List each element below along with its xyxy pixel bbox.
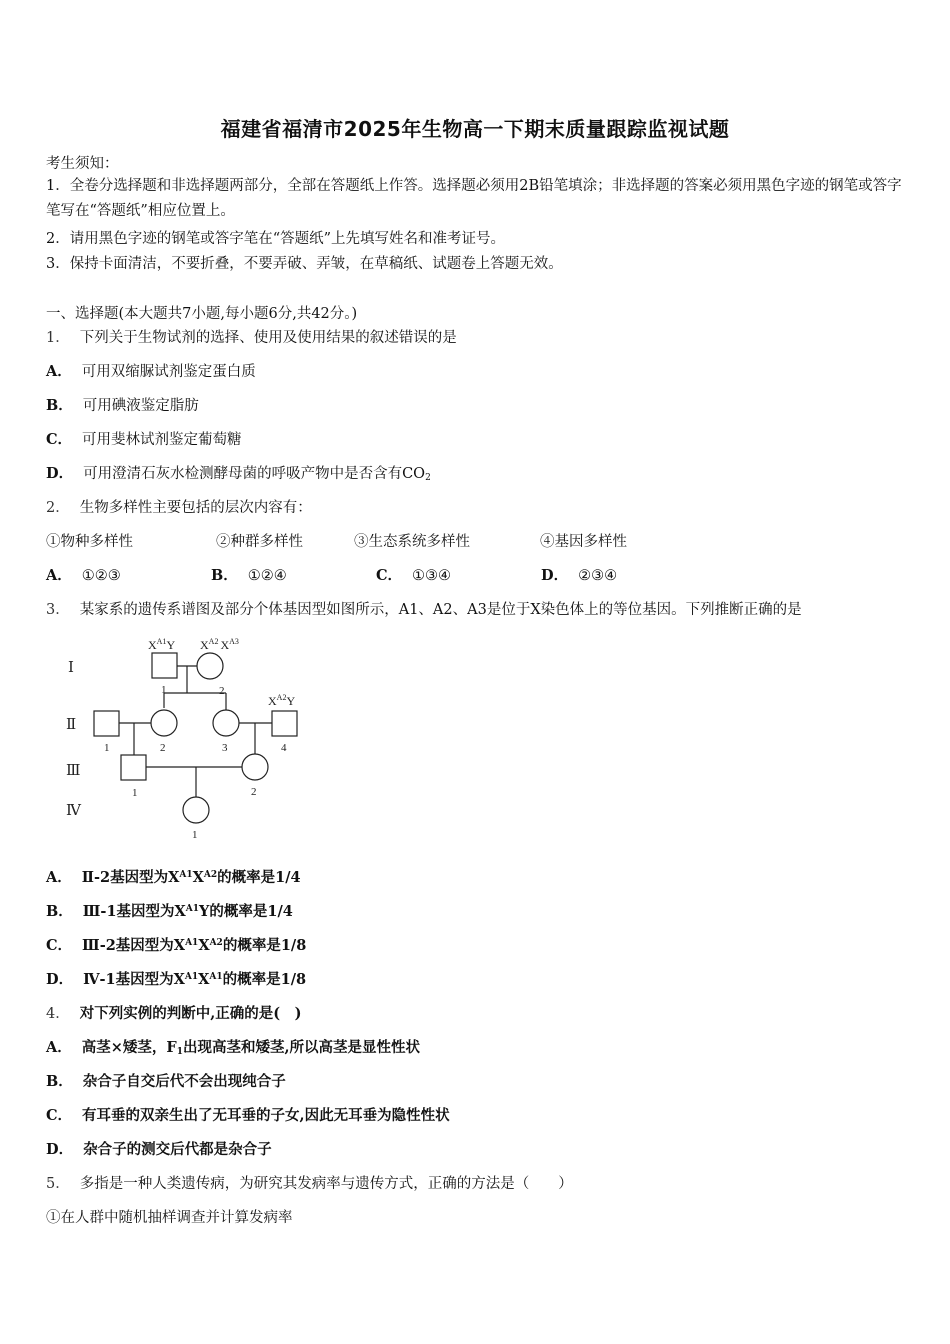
individual-number: 2: [219, 685, 225, 697]
genotype-label: $X^{A1}Y$: [148, 637, 176, 652]
option-text: ①②③: [81, 568, 121, 584]
q2-option-c[interactable]: [376, 564, 541, 585]
generation-label: Ⅱ: [66, 717, 77, 733]
question-5-stem: [46, 1172, 573, 1193]
option-label: A．: [46, 1039, 72, 1056]
option-text: 可用碘液鉴定脂肪: [82, 398, 199, 414]
option-text: 的概率是1/4: [209, 903, 293, 920]
option-text: X: [198, 971, 210, 988]
question-number: 2．: [46, 500, 70, 516]
q4-option-b[interactable]: [46, 1070, 286, 1091]
q3-option-c[interactable]: [46, 934, 306, 955]
notice-item-2: 2．请用黑色字迹的钢笔或答字笔在“答题纸”上先填写姓名和准考证号。: [46, 231, 506, 247]
option-text: 杂合子的测交后代都是杂合子: [83, 1141, 272, 1158]
option-text: ①③④: [412, 568, 452, 584]
option-label: B．: [46, 903, 73, 920]
option-text: 的概率是1/8: [222, 971, 307, 988]
option-text: ①②④: [247, 568, 287, 584]
question-4-stem: [46, 1002, 302, 1023]
individual-number: 1: [192, 829, 198, 841]
option-text: X: [198, 937, 210, 954]
option-text: 可用双缩脲试剂鉴定蛋白质: [81, 364, 256, 380]
question-number: 4．: [46, 1006, 70, 1022]
option-label: C．: [376, 567, 403, 584]
pedigree-female-II2: [151, 710, 177, 736]
option-label: B．: [46, 397, 73, 414]
option-label: C．: [46, 431, 73, 448]
option-text: Ⅲ-2基因型为X: [82, 937, 186, 954]
question-3-stem: [46, 598, 802, 619]
pedigree-female-IV1: [183, 797, 209, 823]
q5-item-1: ①在人群中随机抽样调查并计算发病率: [46, 1210, 293, 1226]
option-text: 的概率是1/8: [222, 937, 307, 954]
pedigree-male-II4: [272, 711, 297, 736]
genotype-label: $X^{A2}Y$: [268, 693, 296, 708]
q1-option-b[interactable]: [46, 394, 199, 415]
question-number: 1．: [46, 330, 70, 346]
question-number: 3．: [46, 602, 70, 618]
option-text: ②③④: [578, 568, 618, 584]
option-label: B．: [211, 567, 238, 584]
notice-item-1: 1．全卷分选择题和非选择题两部分，全部在答题纸上作答。选择题必须用2B铅笔填涂；非选择题的答案必须用黑色字迹的钢笔或答字笔写在“答题纸”相应位置上。: [46, 178, 902, 219]
subscript: 2: [425, 473, 431, 483]
q4-option-a[interactable]: [46, 1036, 420, 1057]
q1-option-c[interactable]: [46, 428, 242, 449]
option-label: C．: [46, 937, 73, 954]
individual-number: 4: [281, 742, 287, 754]
pedigree-female-II3: [213, 710, 239, 736]
superscript: A1: [209, 972, 223, 982]
individual-number: 1: [161, 684, 167, 696]
question-text: 某家系的遗传系谱图及部分个体基因型如图所示，A1、A2、A3是位于X染色体上的等位基因。下列推断正确的是: [79, 602, 802, 618]
option-label: A．: [46, 869, 72, 886]
option-text: 可用斐林试剂鉴定葡萄糖: [82, 432, 242, 448]
option-label: B．: [46, 1073, 73, 1090]
q3-option-b[interactable]: [46, 900, 293, 921]
option-text: Ⅱ-2基因型为X: [81, 869, 180, 886]
question-text: 对下列实例的判断中,正确的是( ): [79, 1005, 302, 1022]
option-label: D．: [46, 971, 74, 988]
option-text: 可用澄清石灰水检测酵母菌的呼吸产物中是否含有CO: [83, 466, 426, 482]
q2-option-b[interactable]: [211, 564, 376, 585]
q2-options: [46, 564, 617, 585]
pedigree-female-III2: [242, 754, 268, 780]
pedigree-male-III1: [121, 755, 146, 780]
q2-item-3: ③生态系统多样性: [354, 534, 470, 550]
question-text: 下列关于生物试剂的选择、使用及使用结果的叙述错误的是: [79, 330, 457, 346]
individual-number: 3: [222, 742, 228, 754]
superscript: A1: [184, 972, 199, 982]
option-text: Ⅲ-1基因型为X: [82, 903, 186, 920]
option-text: Y: [199, 903, 210, 920]
q2-items: [46, 530, 627, 551]
q2-option-a[interactable]: [46, 564, 211, 585]
individual-number: 2: [160, 742, 166, 754]
q3-option-a[interactable]: [46, 866, 301, 887]
question-1-stem: [46, 326, 457, 347]
pedigree-female-I2: [197, 653, 223, 679]
option-label: C．: [46, 1107, 73, 1124]
option-label: A．: [46, 363, 72, 380]
generation-label: Ⅳ: [66, 803, 81, 819]
question-text: 多指是一种人类遗传病，为研究其发病率与遗传方式，正确的方法是（ ）: [79, 1176, 573, 1192]
question-number: 5．: [46, 1176, 70, 1192]
option-text: 杂合子自交后代不会出现纯合子: [82, 1073, 286, 1090]
option-text: Ⅳ-1基因型为X: [83, 971, 185, 988]
q1-option-d[interactable]: [46, 462, 431, 483]
question-2-stem: [46, 496, 312, 517]
option-text: 有耳垂的双亲生出了无耳垂的子女,因此无耳垂为隐性性状: [82, 1107, 450, 1124]
option-label: A．: [46, 567, 72, 584]
pedigree-male-I1: [152, 653, 177, 678]
generation-label: Ⅲ: [66, 763, 81, 779]
individual-number: 1: [132, 787, 138, 799]
option-text: 高茎×矮茎，F: [81, 1039, 177, 1056]
superscript: A1: [185, 938, 199, 948]
q2-item-4: ④基因多样性: [540, 534, 627, 550]
option-label: D．: [541, 567, 569, 584]
q4-option-c[interactable]: [46, 1104, 450, 1125]
superscript: A1: [179, 870, 193, 880]
q4-option-d[interactable]: [46, 1138, 272, 1159]
generation-label: Ⅰ: [68, 660, 74, 676]
q2-item-2: ②种群多样性: [216, 534, 303, 550]
q3-option-d[interactable]: [46, 968, 306, 989]
superscript: A2: [209, 938, 223, 948]
option-text: 出现高茎和矮茎,所以高茎是显性性状: [182, 1039, 421, 1056]
individual-number: 2: [251, 786, 257, 798]
superscript: A1: [185, 904, 200, 914]
q1-option-a[interactable]: [46, 360, 256, 381]
subscript: 1: [176, 1047, 183, 1057]
individual-number: 1: [104, 742, 110, 754]
q2-item-1: ①物种多样性: [46, 534, 133, 550]
page-title: 福建省福清市2025年生物高一下期末质量跟踪监视试题: [220, 117, 730, 141]
superscript: A2: [203, 870, 218, 880]
genotype-label: $X^{A2}$ $X^{A3}$: [200, 637, 239, 652]
option-label: D．: [46, 465, 74, 482]
notice-heading: 考生须知：: [46, 156, 119, 172]
notice-item-3: 3．保持卡面清洁，不要折叠，不要弄破、弄皱，在草稿纸、试题卷上答题无效。: [46, 256, 563, 272]
section-heading: 一、选择题(本大题共7小题,每小题6分,共42分。): [46, 306, 358, 322]
question-text: 生物多样性主要包括的层次内容有：: [79, 500, 312, 516]
pedigree-chart: [60, 630, 320, 845]
option-text: X: [192, 869, 204, 886]
q2-option-d[interactable]: [541, 564, 617, 585]
option-label: D．: [46, 1141, 74, 1158]
pedigree-male-II1: [94, 711, 119, 736]
option-text: 的概率是1/4: [217, 869, 301, 886]
